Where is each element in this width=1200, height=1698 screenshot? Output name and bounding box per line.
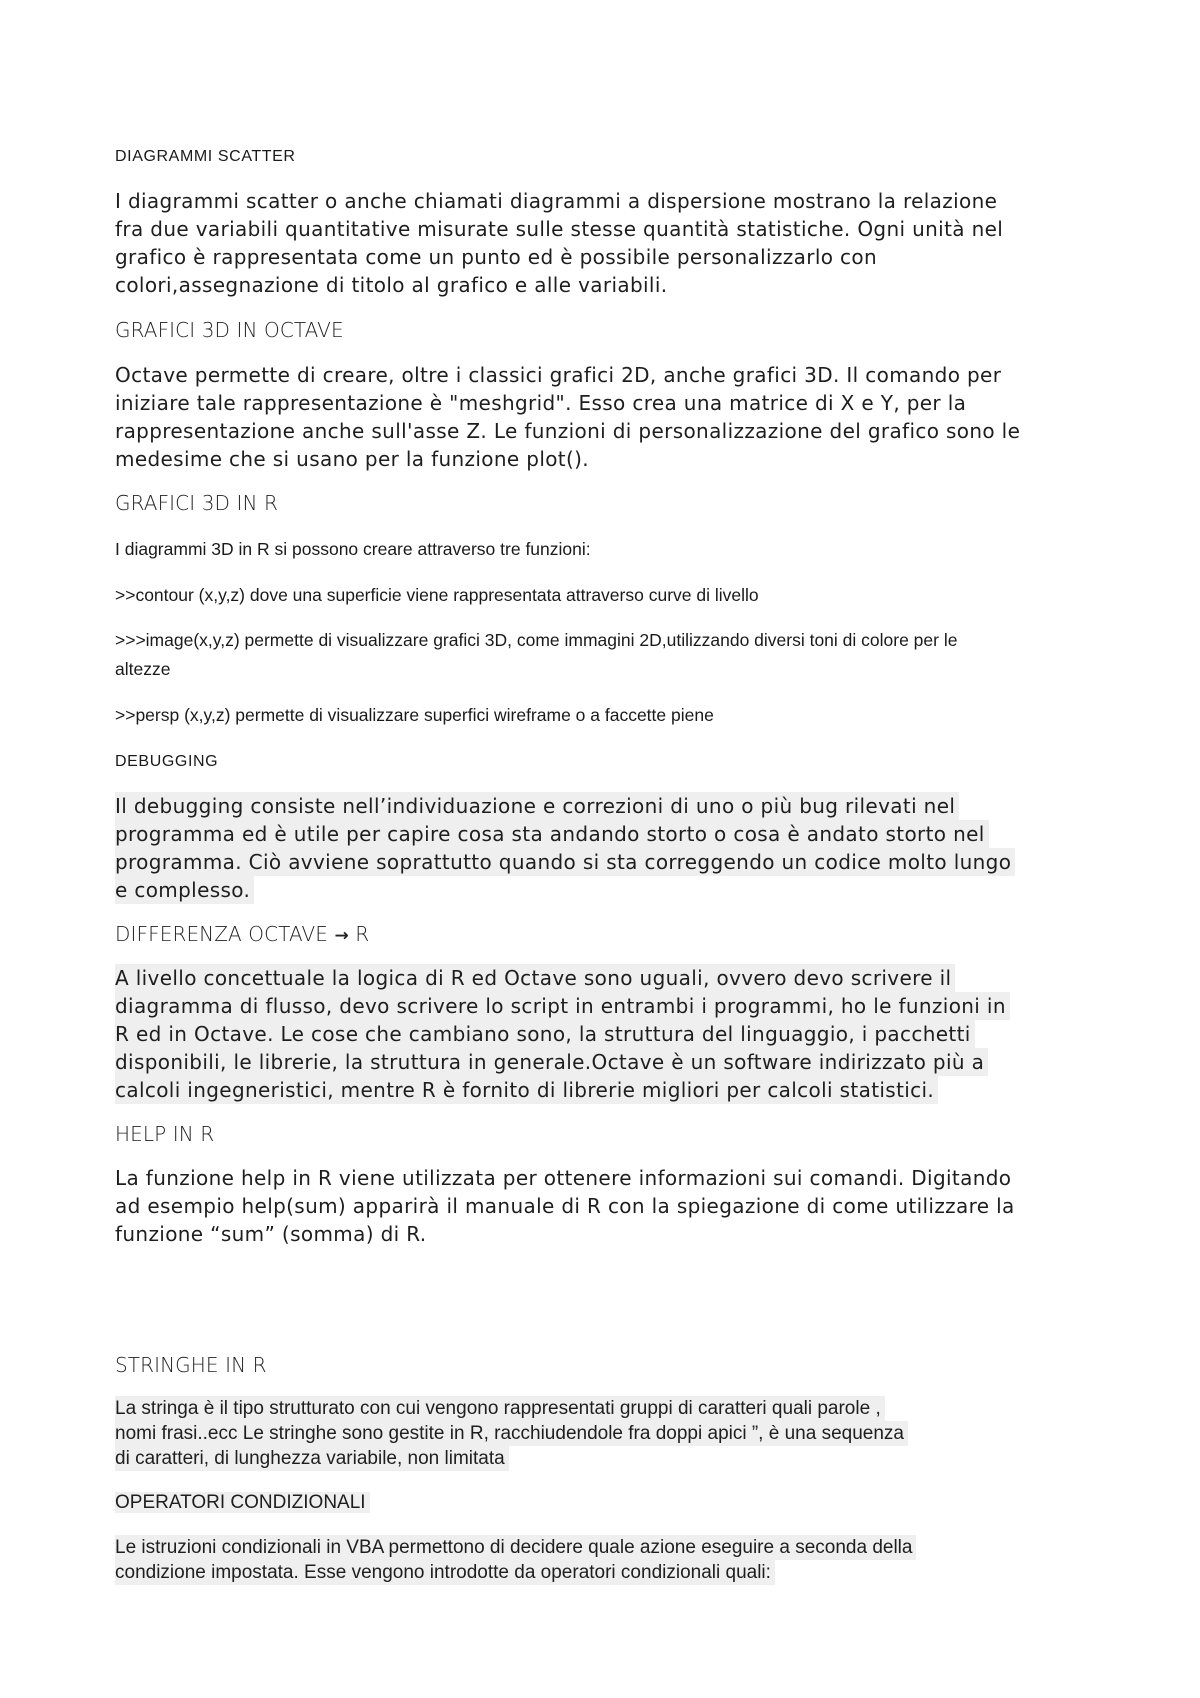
paragraph-octave-3d xyxy=(115,361,1020,473)
heading-debugging: DEBUGGING xyxy=(115,753,219,770)
text-line: rappresentazione anche sull'asse Z. Le funzioni di personalizzazione del grafico sono le xyxy=(115,419,1021,443)
heading-text: OPERATORI CONDIZIONALI xyxy=(115,1492,370,1513)
list-item-persp: >>persp (x,y,z) permette di visualizzare superfici wireframe o a faccette piene xyxy=(115,705,714,725)
list-item-image xyxy=(115,626,957,684)
text-line: ad esempio help(sum) apparirà il manuale di R con la spiegazione di come utilizzare la xyxy=(115,1194,1015,1218)
text-line: grafico è rappresentata come un punto ed è possibile personalizzarlo con xyxy=(115,245,877,269)
paragraph-operatori xyxy=(115,1535,916,1585)
text-line: di caratteri, di lunghezza variabile, non limitata xyxy=(115,1446,509,1471)
text-line: iniziare tale rappresentazione è "meshgrid". Esso crea una matrice di X e Y, per la xyxy=(115,391,967,415)
text-line: fra due variabili quantitative misurate sulle stesse quantità statistiche. Ogni unità nel xyxy=(115,217,1004,241)
text-line: programma. Ciò avviene soprattutto quando si sta correggendo un codice molto lungo xyxy=(115,848,1015,876)
heading-differenza-octave-r xyxy=(115,922,369,946)
text-line: R ed in Octave. Le cose che cambiano sono, la struttura del linguaggio, i pacchetti xyxy=(115,1020,975,1048)
list-item-contour: >>contour (x,y,z) dove una superficie viene rappresentata attraverso curve di livello xyxy=(115,585,759,605)
arrow-right-icon: → xyxy=(334,926,349,946)
heading-operatori-condizionali xyxy=(115,1490,370,1515)
text-line: I diagrammi scatter o anche chiamati diagrammi a dispersione mostrano la relazione xyxy=(115,189,998,213)
paragraph-scatter xyxy=(115,187,1003,299)
text-line: disponibili, le librerie, la struttura in generale.Octave è un software indirizzato più a xyxy=(115,1048,988,1076)
paragraph-debugging xyxy=(115,792,1015,904)
heading-stringhe-in-r: STRINGHE IN R xyxy=(115,1353,267,1377)
paragraph-differenza xyxy=(115,964,1010,1104)
paragraph-help xyxy=(115,1164,1015,1248)
text-line: condizione impostata. Esse vengono introdotte da operatori condizionali quali: xyxy=(115,1560,775,1585)
paragraph-stringhe xyxy=(115,1396,908,1471)
text-line: calcoli ingegneristici, mentre R è fornito di librerie migliori per calcoli statistici. xyxy=(115,1076,938,1104)
text-line: Le istruzioni condizionali in VBA permettono di decidere quale azione eseguire a seconda della xyxy=(115,1535,916,1560)
heading-right-text: R xyxy=(355,922,370,946)
text-line: nomi frasi..ecc Le stringhe sono gestite in R, racchiudendole fra doppi apici ”, è una sequenza xyxy=(115,1421,908,1446)
text-line: altezze xyxy=(115,659,171,679)
text-line: Octave permette di creare, oltre i classici grafici 2D, anche grafici 3D. Il comando per xyxy=(115,363,1002,387)
text-line: La funzione help in R viene utilizzata per ottenere informazioni sui comandi. Digitando xyxy=(115,1166,1012,1190)
text-line: La stringa è il tipo strutturato con cui vengono rappresentati gruppi di caratteri quali parole , xyxy=(115,1396,885,1421)
text-line: diagramma di flusso, devo scrivere lo script in entrambi i programmi, ho le funzioni in xyxy=(115,992,1010,1020)
heading-help-in-r: HELP IN R xyxy=(115,1122,215,1146)
text-line: medesime che si usano per la funzione plot(). xyxy=(115,447,590,471)
heading-grafici-3d-r: GRAFICI 3D IN R xyxy=(115,491,278,515)
text-line: A livello concettuale la logica di R ed Octave sono uguali, ovvero devo scrivere il xyxy=(115,964,955,992)
heading-grafici-3d-octave: GRAFICI 3D IN OCTAVE xyxy=(115,318,344,342)
text-line: colori,assegnazione di titolo al grafico e alle variabili. xyxy=(115,273,668,297)
text-line: e complesso. xyxy=(115,876,254,904)
text-line: programma ed è utile per capire cosa sta andando storto o cosa è andato storto nel xyxy=(115,820,989,848)
text-line: funzione “sum” (somma) di R. xyxy=(115,1222,427,1246)
heading-left-text: DIFFERENZA OCTAVE xyxy=(115,922,328,946)
text-line: Il debugging consiste nell’individuazione e correzioni di uno o più bug rilevati nel xyxy=(115,792,959,820)
paragraph-r3d-intro: I diagrammi 3D in R si possono creare attraverso tre funzioni: xyxy=(115,539,591,559)
text-line: >>>image(x,y,z) permette di visualizzare grafici 3D, come immagini 2D,utilizzando diversi toni di colore per le xyxy=(115,630,958,650)
heading-diagrammi-scatter: DIAGRAMMI SCATTER xyxy=(115,148,296,165)
